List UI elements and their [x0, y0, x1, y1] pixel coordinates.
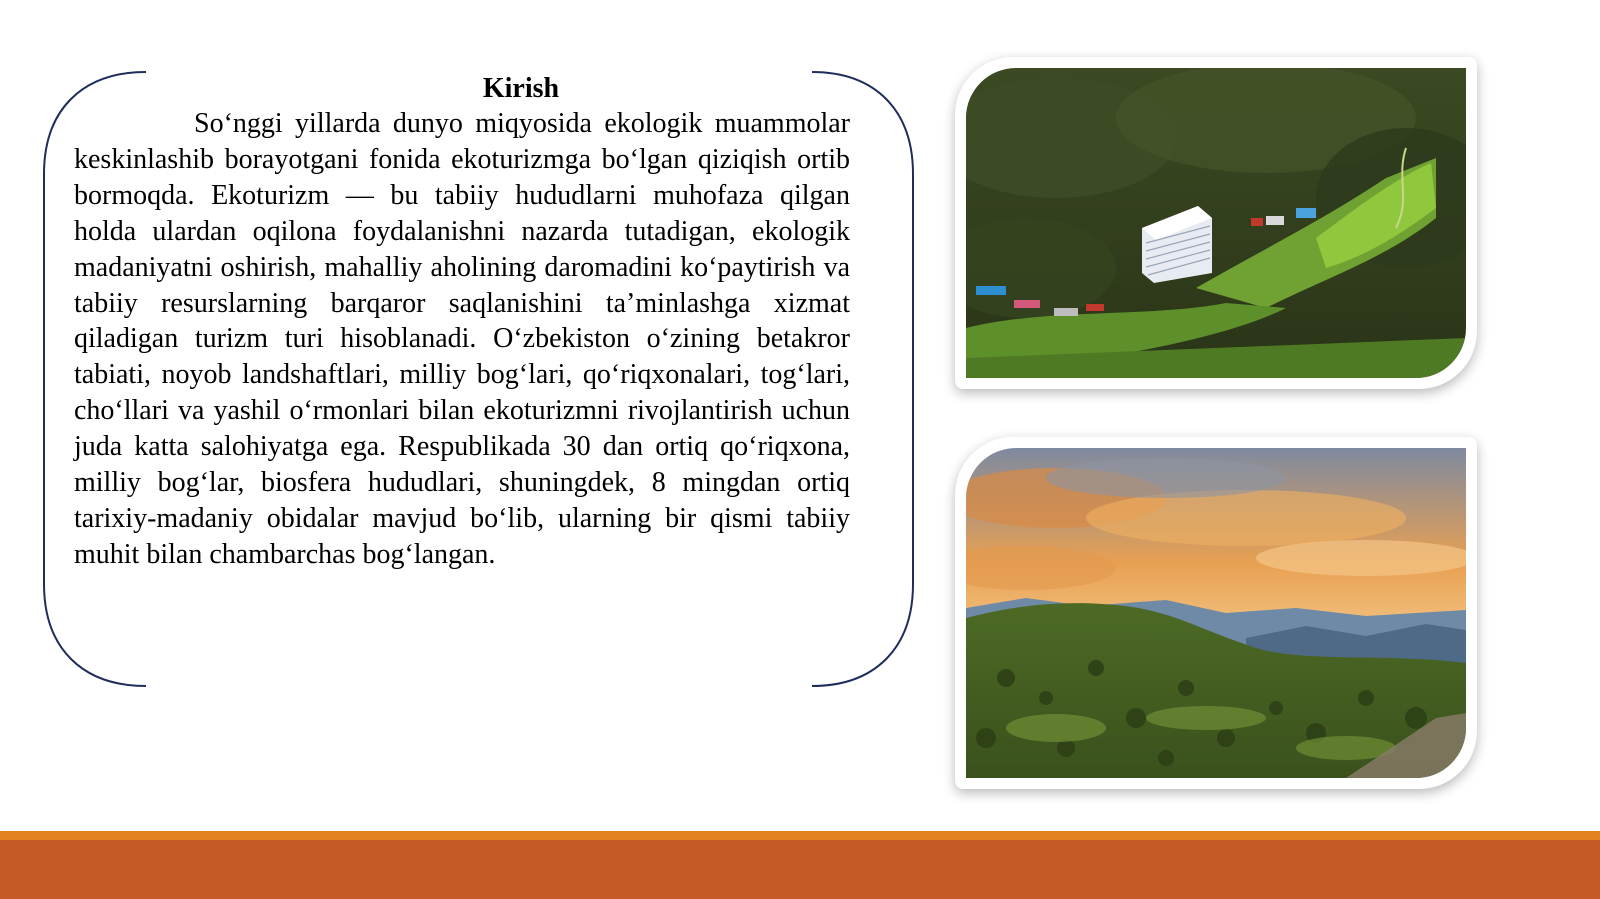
- mountain-resort-image: [966, 68, 1466, 378]
- slide-body-text: So‘nggi yillarda dunyo miqyosida ekologik muammolar keskinlashib borayotgani fonida ekoturizmga bo‘lgan qiziqish ortib bormoqda. Ekoturizm — bu tabiiy hududlarni muhofaza qilgan holda ulardan oqilona foydalanishni nazarda tutadigan, ekologik madaniyatni oshirish, mahalliy aholining daromadini ko‘paytirish va tabiiy resurslarning barqaror saqlanishini ta’minlashga xizmat qiladigan turizm turi hisoblanadi. O‘zbekiston o‘zining betakror tabiati, noyob landshaftlari, milliy bog‘lari, qo‘riqxonalari, tog‘lari, cho‘llari va yashil o‘rmonlari bilan ekoturizmni rivojlantirish uchun juda katta salohiyatga ega. Respublikada 30 dan ortiq qo‘riqxona, milliy bog‘lar, biosfera hududlari, shuningdek, 8 mingdan ortiq tarixiy-madaniy obidalar mavjud bo‘lib, ularning bir qismi tabiiy muhit bilan chambarchas bog‘langan.: [74, 108, 850, 570]
- mountain-resort-photo: [955, 57, 1477, 389]
- sunset-valley-photo: [955, 437, 1477, 789]
- footer-accent-line: [0, 831, 1600, 840]
- slide-title: Kirish: [482, 73, 560, 104]
- sunset-valley-image: [966, 448, 1466, 778]
- footer-bar: [0, 840, 1600, 899]
